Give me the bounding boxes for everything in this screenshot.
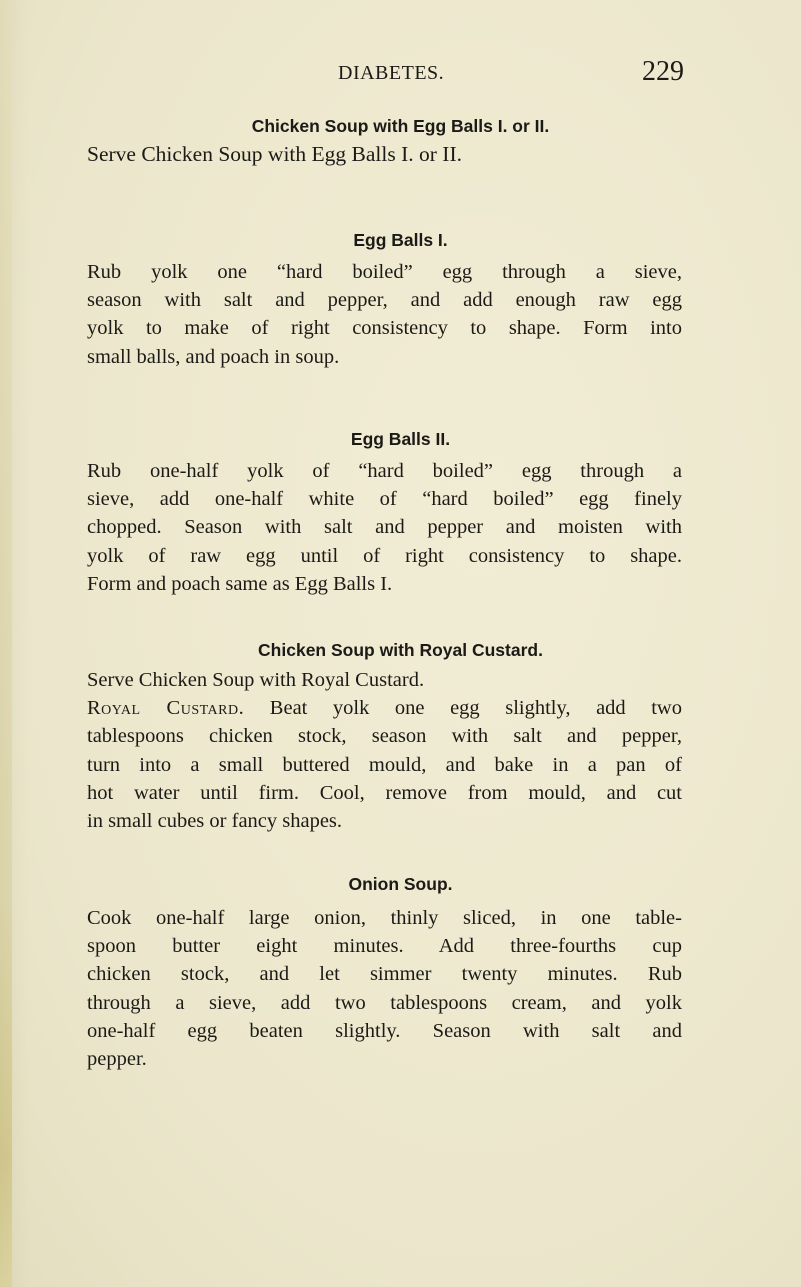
paragraph-line: turn into a small buttered mould, and bake in a pan of: [87, 753, 682, 776]
paragraph-line: sieve, add one-half white of “hard boiled” egg finely: [87, 488, 682, 511]
paragraph-line: in small cubes or fancy shapes.: [87, 810, 343, 833]
paragraph-egg-balls-1: [87, 258, 682, 371]
paragraph-line: Form and poach same as Egg Balls I.: [87, 572, 393, 595]
paragraph-line: tablespoons chicken stock, season with salt and pepper,: [87, 725, 682, 748]
paragraph-egg-balls-2: [87, 457, 682, 598]
paragraph-line: hot water until firm. Cool, remove from mould, and cut: [87, 781, 682, 804]
section-heading-onion-soup: Onion Soup.: [348, 874, 453, 894]
running-head: DIABETES.: [338, 62, 445, 84]
paragraph-line: pepper.: [87, 1048, 147, 1071]
page-number: 229: [642, 56, 684, 87]
paragraph-line: small balls, and poach in soup.: [87, 345, 340, 368]
paragraph-line: chicken stock, and let simmer twenty minutes. Rub: [87, 963, 682, 986]
section-heading-egg-balls-1: Egg Balls I.: [353, 230, 448, 250]
paragraph-line: Serve Chicken Soup with Royal Custard.: [87, 669, 425, 691]
royal-custard-term: Royal Custard.: [87, 697, 245, 720]
paragraph-line-continuation: Beat yolk one egg slightly, add two: [244, 697, 682, 720]
paragraph-line: yolk of raw egg until of right consistency to shape.: [87, 544, 682, 567]
section-heading-chicken-soup-egg-balls: Chicken Soup with Egg Balls I. or II.: [251, 116, 550, 136]
paragraph-line: one-half egg beaten slightly. Season with salt and: [87, 1019, 682, 1042]
paragraph-line: Serve Chicken Soup with Egg Balls I. or II.: [87, 142, 463, 166]
paragraph-line: Rub one-half yolk of “hard boiled” egg through a: [87, 460, 682, 482]
section-heading-royal-custard: Chicken Soup with Royal Custard.: [258, 640, 543, 660]
section-heading-egg-balls-2: Egg Balls II.: [350, 429, 451, 449]
paragraph-line: Cook one-half large onion, thinly sliced, in one table-: [87, 907, 682, 929]
paragraph-line: yolk to make of right consistency to shape. Form into: [87, 317, 682, 340]
serve-line-egg-balls: [87, 140, 682, 168]
paragraph-line: [87, 694, 682, 722]
paragraph-onion-soup: [87, 904, 682, 1073]
paragraph-line: spoon butter eight minutes. Add three-fourths cup: [87, 935, 682, 958]
paragraph-royal-custard: [87, 666, 682, 835]
paragraph-line: Rub yolk one “hard boiled” egg through a sieve,: [87, 261, 682, 283]
paragraph-line: season with salt and pepper, and add enough raw egg: [87, 289, 682, 312]
paragraph-line: chopped. Season with salt and pepper and moisten with: [87, 516, 682, 539]
paragraph-line: through a sieve, add two tablespoons cream, and yolk: [87, 991, 682, 1014]
